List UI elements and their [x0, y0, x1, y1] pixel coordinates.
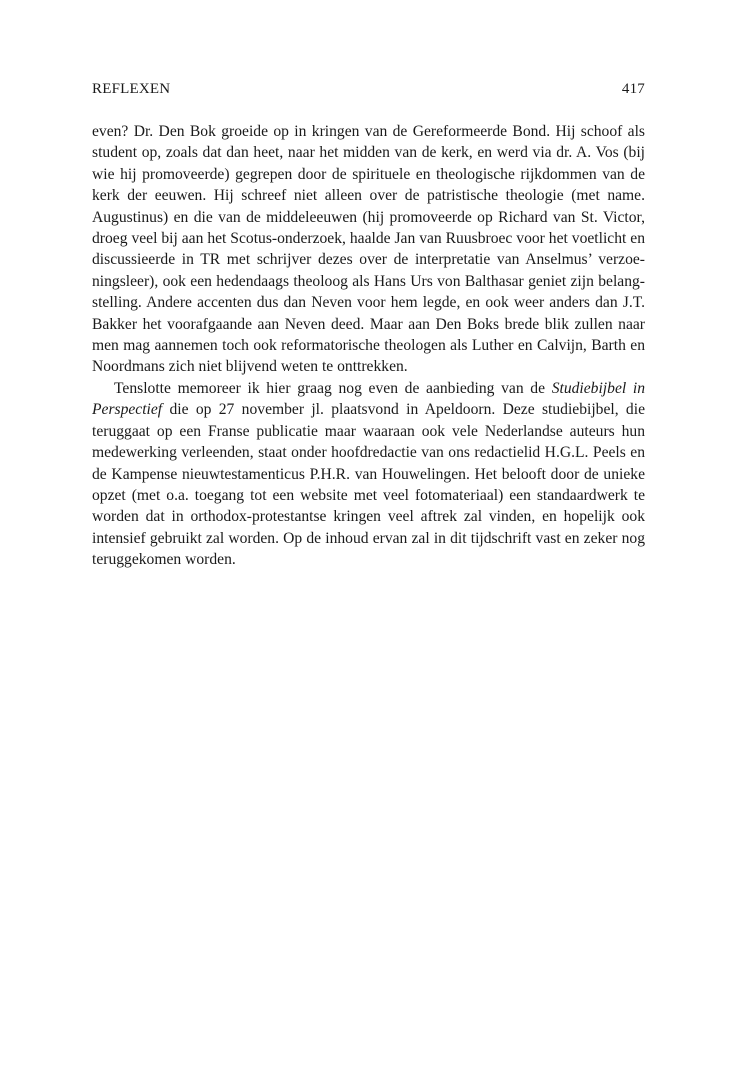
running-header [92, 79, 645, 99]
publication-title: Studiebijbel in Perspectief [92, 379, 645, 419]
paragraph [92, 378, 645, 571]
paragraph-text: Tenslotte memoreer ik hier graag nog even de aanbieding van de [114, 379, 552, 397]
paragraph-text: die op 27 november jl. plaatsvond in Apeldoorn. Deze studiebijbel, die teruggaat op een Franse publicatie maar waaraan ook vele Nederlandse auteurs hun medewerking verleenden, staat onder hoofdredactie van ons redactielid H.G.L. Peels en de Kampense nieuwtestamenticus P.H.R. van Houwelingen. Het belooft door de unieke opzet (met o.a. toegang tot een website met veel fotomateriaal) een standaardwerk te worden dat in orthodox-protestantse kringen veel aftrek zal vinden, en hopelijk ook intensief gebruikt zal worden. Op de inhoud ervan zal in dit tijdschrift vast en zeker nog teruggekomen worden. [92, 401, 645, 569]
page-number: 417 [621, 81, 645, 97]
article-body [92, 121, 645, 571]
section-title: REFLEXEN [92, 81, 171, 97]
paragraph: even? Dr. Den Bok groeide op in kringen van de Gereformeerde Bond. Hij schoof als student op, zoals dat dan heet, naar het midden van de kerk, en werd via dr. A. Vos (bij wie hij promoveerde) gegrepen door de spirituele en theologische rijkdommen van de kerk der eeuwen. Hij schreef niet alleen over de patristische theologie (met name. Augustinus) en die van de middeleeuwen (hij promoveerde op Richard van St. Victor, droeg veel bij aan het Scotus-onderzoek, haalde Jan van Ruusbroec voor het voetlicht en discussieerde in TR met schrijver dezes over de interpretatie van Anselmus’ verzoeningsleer), ook een hedendaags theoloog als Hans Urs von Balthasar geniet zijn belangstelling. Andere accenten dus dan Neven voor hem legde, en ook weer anders dan J.T. Bakker het voorafgaande aan Neven deed. Maar aan Den Boks brede blik zullen naar men mag aannemen toch ook reformatorische theologen als Luther en Calvijn, Barth en Noordmans zich niet blijvend weten te onttrekken. [92, 123, 645, 376]
